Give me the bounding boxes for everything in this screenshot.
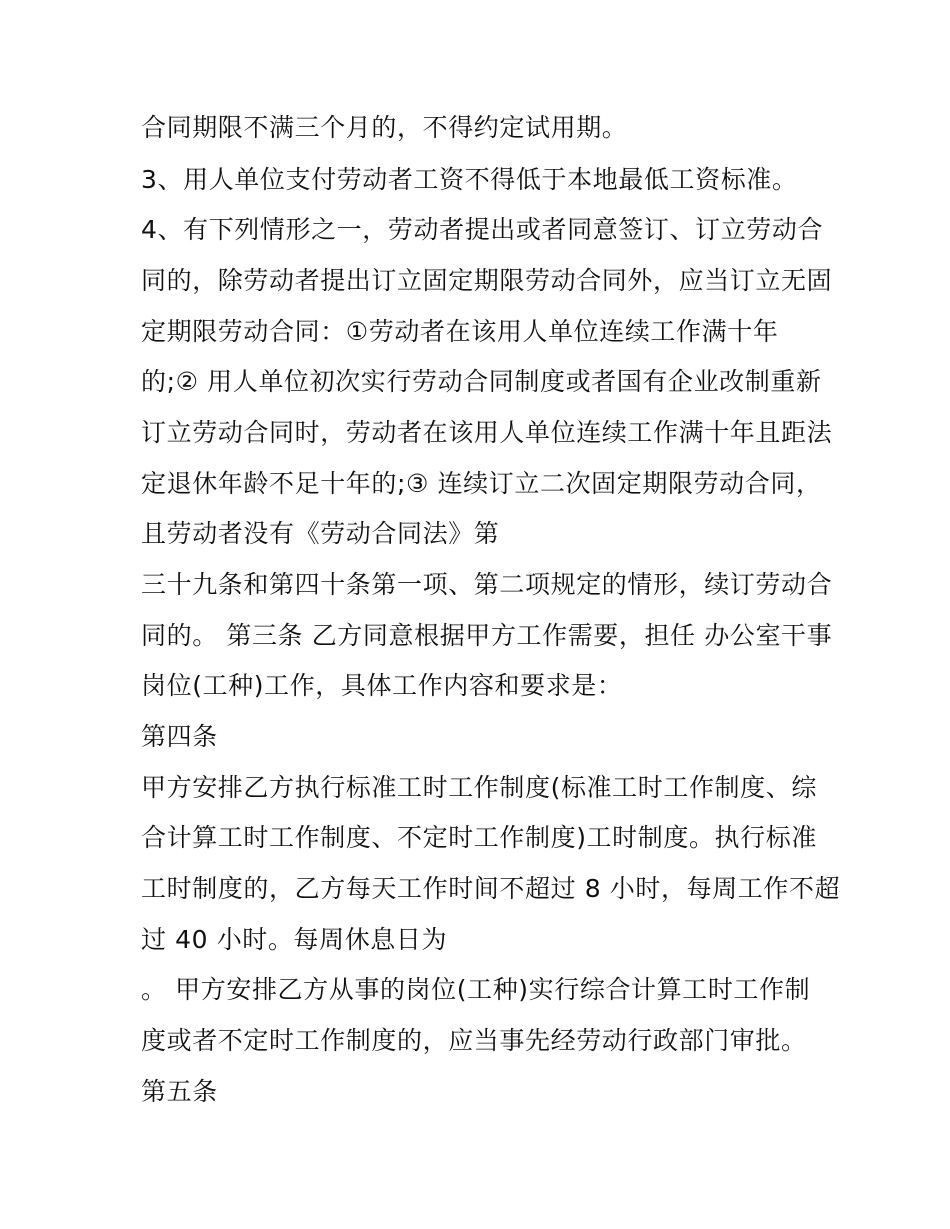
text-line-3: 4、有下列情形之一，劳动者提出或者同意签订、订立劳动合 xyxy=(141,215,824,244)
text-line-4: 同的，除劳动者提出订立固定期限劳动合同外，应当订立无固 xyxy=(141,266,833,295)
text-line-2: 3、用人单位支付劳动者工资不得低于本地最低工资标准。 xyxy=(141,165,798,194)
text-line-18: 。 甲方安排乙方从事的岗位(工种)实行综合计算工时工作制 xyxy=(141,975,811,1004)
section-heading-article-4: 第四条 xyxy=(141,722,218,751)
section-heading-article-5: 第五条 xyxy=(141,1077,218,1106)
text-line-12: 岗位(工种)工作，具体工作内容和要求是： xyxy=(141,671,623,700)
text-line-6: 的;② 用人单位初次实行劳动合同制度或者国有企业改制重新 xyxy=(141,367,822,396)
text-line-16: 工时制度的，乙方每天工作时间不超过 8 小时，每周工作不超 xyxy=(141,874,841,903)
text-line-17: 过 40 小时。每周休息日为 xyxy=(141,925,448,954)
text-line-1: 合同期限不满三个月的，不得约定试用期。 xyxy=(141,113,628,142)
text-line-19: 度或者不定时工作制度的，应当事先经劳动行政部门审批。 xyxy=(141,1026,807,1055)
text-line-7: 订立劳动合同时，劳动者在该用人单位连续工作满十年且距法 xyxy=(141,418,833,447)
text-line-9: 且劳动者没有《劳动合同法》第 xyxy=(141,519,500,548)
text-line-11: 同的。 第三条 乙方同意根据甲方工作需要，担任 办公室干事 xyxy=(141,621,833,650)
text-line-15: 合计算工时工作制度、不定时工作制度)工时制度。执行标准 xyxy=(141,823,817,852)
text-line-8: 定退休年龄不足十年的;③ 连续订立二次固定期限劳动合同， xyxy=(141,469,822,498)
text-line-5: 定期限劳动合同：①劳动者在该用人单位连续工作满十年 xyxy=(141,317,779,346)
text-line-10: 三十九条和第四十条第一项、第二项规定的情形，续订劳动合 xyxy=(141,570,833,599)
text-line-14: 甲方安排乙方执行标准工时工作制度(标准工时工作制度、综 xyxy=(141,773,817,802)
